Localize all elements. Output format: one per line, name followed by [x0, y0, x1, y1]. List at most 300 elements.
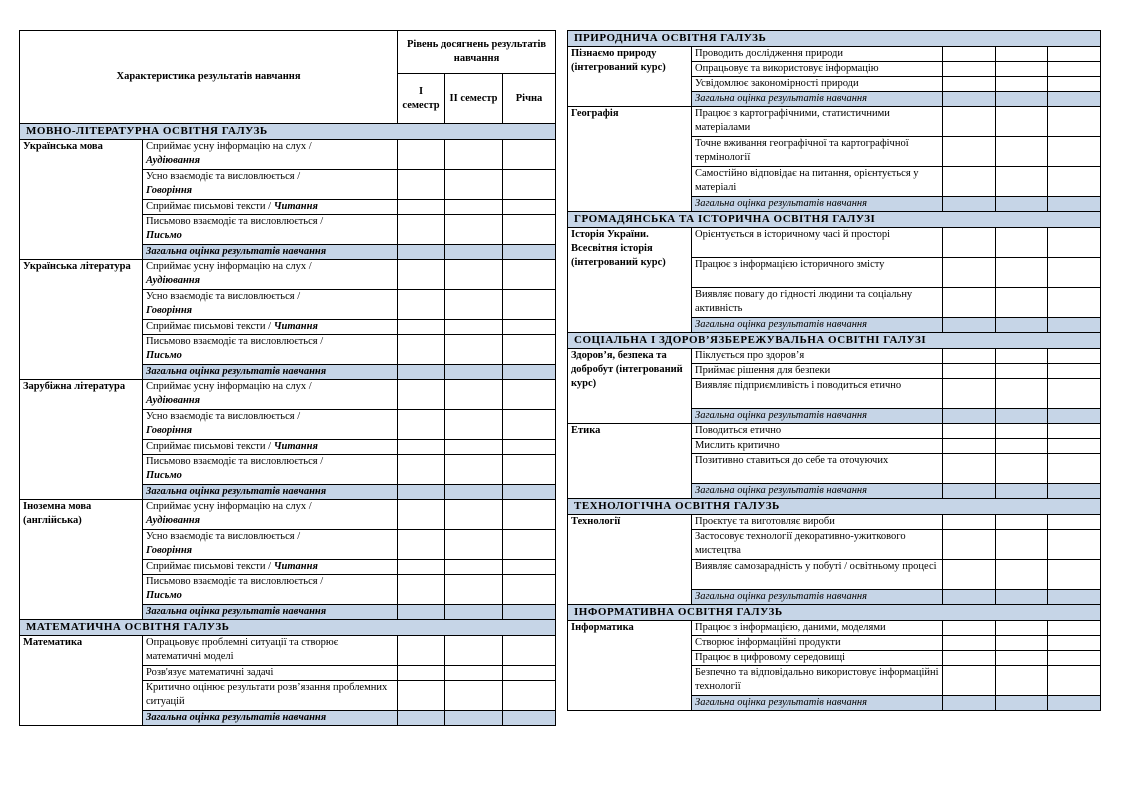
criterion-text [143, 681, 398, 711]
criterion-label: Усно взаємодіє та висловлюється / [146, 531, 301, 542]
semester-2-grade-cell[interactable] [445, 215, 503, 245]
semester-1-grade-cell[interactable] [943, 621, 996, 636]
subject-name: Технології [568, 515, 692, 605]
annual-grade-cell[interactable] [1048, 197, 1101, 212]
subject-name: Етика [568, 424, 692, 499]
criterion-text [143, 290, 398, 320]
annual-grade-cell[interactable] [1048, 590, 1101, 605]
skill-name: Письмо [146, 590, 182, 601]
annual-grade-cell[interactable] [1048, 696, 1101, 711]
skill-name: Читання [273, 441, 318, 452]
criterion-row [568, 621, 1101, 636]
annual-grade-cell[interactable] [1048, 364, 1101, 379]
annual-grade-cell[interactable] [1048, 288, 1101, 318]
criterion-label: Письмово взаємодіє та висловлюється / [146, 576, 324, 587]
annual-header: Річна [503, 74, 556, 124]
annual-grade-cell[interactable] [1048, 107, 1101, 137]
semester-2-grade-cell[interactable] [996, 409, 1048, 424]
semester-2-grade-cell[interactable] [996, 47, 1048, 62]
semester-1-grade-cell[interactable] [398, 711, 445, 726]
semester-2-grade-cell[interactable] [996, 137, 1048, 167]
semester-1-grade-cell[interactable] [943, 62, 996, 77]
section-heading: СОЦІАЛЬНА І ЗДОРОВ’ЯЗБЕРЕЖУВАЛЬНА ОСВІТНІ ГАЛУЗІ [568, 333, 1101, 349]
semester-2-grade-cell[interactable] [445, 560, 503, 575]
total-label: Загальна оцінка результатів навчання [692, 409, 943, 424]
annual-grade-cell[interactable] [1048, 167, 1101, 197]
criterion-text [143, 500, 398, 530]
annual-grade-cell[interactable] [1048, 258, 1101, 288]
annual-grade-cell[interactable] [503, 575, 556, 605]
criterion-text [692, 651, 943, 666]
criterion-text [143, 410, 398, 440]
semester-1-grade-cell[interactable] [943, 349, 996, 364]
criterion-label: Опрацьовує та використовує інформацію [695, 63, 879, 74]
semester-2-grade-cell[interactable] [445, 410, 503, 440]
total-label: Загальна оцінка результатів навчання [143, 605, 398, 620]
skill-name: Говоріння [146, 185, 193, 196]
semester-2-grade-cell[interactable] [996, 107, 1048, 137]
criterion-label: Опрацьовує проблемні ситуації та створює математичні моделі [146, 637, 339, 662]
semester-1-grade-cell[interactable] [398, 666, 445, 681]
annual-grade-cell[interactable] [1048, 666, 1101, 696]
annual-grade-cell[interactable] [503, 170, 556, 200]
criterion-text [143, 380, 398, 410]
criterion-row [20, 140, 556, 170]
semester-1-grade-cell[interactable] [398, 530, 445, 560]
criterion-label: Письмово взаємодіє та висловлюється / [146, 216, 324, 227]
semester-2-header: II семестр [445, 74, 503, 124]
semester-1-grade-cell[interactable] [398, 260, 445, 290]
semester-1-grade-cell[interactable] [398, 636, 445, 666]
semester-1-grade-cell[interactable] [943, 47, 996, 62]
annual-grade-cell[interactable] [1048, 349, 1101, 364]
semester-2-grade-cell[interactable] [996, 77, 1048, 92]
semester-2-grade-cell[interactable] [445, 681, 503, 711]
annual-grade-cell[interactable] [503, 245, 556, 260]
semester-1-grade-cell[interactable] [943, 454, 996, 484]
semester-2-grade-cell[interactable] [996, 349, 1048, 364]
semester-1-grade-cell[interactable] [398, 170, 445, 200]
annual-grade-cell[interactable] [1048, 636, 1101, 651]
annual-grade-cell[interactable] [1048, 62, 1101, 77]
criterion-text [143, 530, 398, 560]
annual-grade-cell[interactable] [503, 711, 556, 726]
semester-1-grade-cell[interactable] [943, 197, 996, 212]
annual-grade-cell[interactable] [503, 380, 556, 410]
criterion-label: Виявляє повагу до гідності людини та соціальну активність [695, 289, 913, 314]
semester-2-grade-cell[interactable] [445, 170, 503, 200]
criterion-text [143, 260, 398, 290]
semester-1-grade-cell[interactable] [943, 590, 996, 605]
semester-2-grade-cell[interactable] [445, 200, 503, 215]
total-label: Загальна оцінка результатів навчання [143, 365, 398, 380]
semester-2-grade-cell[interactable] [996, 92, 1048, 107]
criterion-text [692, 167, 943, 197]
semester-2-grade-cell[interactable] [996, 696, 1048, 711]
skill-name: Говоріння [146, 305, 193, 316]
semester-1-grade-cell[interactable] [943, 560, 996, 590]
annual-grade-cell[interactable] [503, 320, 556, 335]
criterion-text [143, 636, 398, 666]
criterion-text [692, 107, 943, 137]
total-label: Загальна оцінка результатів навчання [143, 711, 398, 726]
semester-2-grade-cell[interactable] [996, 318, 1048, 333]
semester-1-grade-cell[interactable] [943, 409, 996, 424]
criterion-row [568, 228, 1101, 258]
semester-1-grade-cell[interactable] [943, 484, 996, 499]
criterion-text [692, 621, 943, 636]
annual-grade-cell[interactable] [503, 636, 556, 666]
semester-2-grade-cell[interactable] [996, 590, 1048, 605]
semester-1-grade-cell[interactable] [943, 167, 996, 197]
criterion-text [692, 288, 943, 318]
criterion-row [20, 636, 556, 666]
subject-name: Здоров’я, безпека та добробут (інтегрований курс) [568, 349, 692, 424]
semester-2-grade-cell[interactable] [996, 288, 1048, 318]
semester-1-grade-cell[interactable] [943, 424, 996, 439]
criterion-text [692, 258, 943, 288]
criterion-label: Створює інформаційні продукти [695, 637, 841, 648]
annual-grade-cell[interactable] [1048, 137, 1101, 167]
annual-grade-cell[interactable] [1048, 515, 1101, 530]
skill-name: Говоріння [146, 545, 193, 556]
section-heading: ПРИРОДНИЧА ОСВІТНЯ ГАЛУЗЬ [568, 31, 1101, 47]
semester-1-grade-cell[interactable] [398, 365, 445, 380]
criterion-label: Виявляє підприємливість і поводиться етично [695, 380, 902, 391]
semester-2-grade-cell[interactable] [445, 575, 503, 605]
annual-grade-cell[interactable] [1048, 454, 1101, 484]
semester-2-grade-cell[interactable] [996, 197, 1048, 212]
semester-1-grade-cell[interactable] [943, 379, 996, 409]
level-header: Рівень досягнень результатів навчання [398, 31, 556, 74]
annual-grade-cell[interactable] [503, 500, 556, 530]
criterion-row [568, 349, 1101, 364]
criterion-text [143, 560, 398, 575]
semester-1-grade-cell[interactable] [943, 77, 996, 92]
annual-grade-cell[interactable] [1048, 47, 1101, 62]
semester-2-grade-cell[interactable] [996, 379, 1048, 409]
annual-grade-cell[interactable] [503, 440, 556, 455]
semester-1-grade-cell[interactable] [398, 455, 445, 485]
criterion-text [692, 454, 943, 484]
semester-1-grade-cell[interactable] [398, 575, 445, 605]
criterion-row [568, 47, 1101, 62]
semester-1-grade-cell[interactable] [943, 666, 996, 696]
criterion-label: Працює в цифровому середовищі [695, 652, 846, 663]
semester-2-grade-cell[interactable] [445, 335, 503, 365]
annual-grade-cell[interactable] [503, 455, 556, 485]
section-row [568, 333, 1101, 349]
semester-2-grade-cell[interactable] [996, 228, 1048, 258]
criterion-text [143, 200, 398, 215]
semester-2-grade-cell[interactable] [445, 530, 503, 560]
semester-1-grade-cell[interactable] [943, 258, 996, 288]
criterion-label: Самостійно відповідає на питання, орієнтується у матеріалі [695, 168, 919, 193]
criterion-text [143, 666, 398, 681]
annual-grade-cell[interactable] [1048, 621, 1101, 636]
criterion-label: Працює з картографічними, статистичними матеріалами [695, 108, 890, 133]
semester-2-grade-cell[interactable] [445, 500, 503, 530]
section-heading: ТЕХНОЛОГІЧНА ОСВІТНЯ ГАЛУЗЬ [568, 499, 1101, 515]
semester-2-grade-cell[interactable] [445, 711, 503, 726]
subject-name: Пізнаємо природу (інтегрований курс) [568, 47, 692, 107]
criterion-text [692, 228, 943, 258]
annual-grade-cell[interactable] [1048, 318, 1101, 333]
skill-name: Письмо [146, 230, 182, 241]
subject-name: Українська мова [20, 140, 143, 260]
criterion-text [692, 137, 943, 167]
annual-grade-cell[interactable] [1048, 379, 1101, 409]
criterion-label: Сприймає письмові тексти / [146, 321, 272, 332]
criterion-label: Письмово взаємодіє та висловлюється / [146, 456, 324, 467]
semester-2-grade-cell[interactable] [996, 484, 1048, 499]
criterion-text [692, 349, 943, 364]
annual-grade-cell[interactable] [1048, 484, 1101, 499]
semester-2-grade-cell[interactable] [445, 455, 503, 485]
semester-2-grade-cell[interactable] [445, 636, 503, 666]
annual-grade-cell[interactable] [1048, 560, 1101, 590]
semester-2-grade-cell[interactable] [996, 651, 1048, 666]
semester-1-grade-cell[interactable] [398, 485, 445, 500]
criterion-text [692, 439, 943, 454]
criterion-text [143, 170, 398, 200]
criterion-text [143, 140, 398, 170]
criterion-label: Поводиться етично [695, 425, 782, 436]
skill-name: Читання [273, 201, 318, 212]
semester-2-grade-cell[interactable] [445, 260, 503, 290]
annual-grade-cell[interactable] [503, 215, 556, 245]
criterion-label: Письмово взаємодіє та висловлюється / [146, 336, 324, 347]
annual-grade-cell[interactable] [1048, 651, 1101, 666]
semester-2-grade-cell[interactable] [445, 485, 503, 500]
semester-2-grade-cell[interactable] [445, 245, 503, 260]
annual-grade-cell[interactable] [1048, 439, 1101, 454]
skill-name: Аудіювання [146, 155, 201, 166]
characteristic-header: Характеристика результатів навчання [20, 31, 398, 124]
section-row [568, 499, 1101, 515]
semester-1-grade-cell[interactable] [943, 318, 996, 333]
semester-2-grade-cell[interactable] [445, 605, 503, 620]
semester-2-grade-cell[interactable] [996, 167, 1048, 197]
skill-name: Письмо [146, 350, 182, 361]
semester-2-grade-cell[interactable] [996, 258, 1048, 288]
criterion-text [692, 364, 943, 379]
semester-2-grade-cell[interactable] [996, 515, 1048, 530]
semester-2-grade-cell[interactable] [996, 636, 1048, 651]
semester-2-grade-cell[interactable] [445, 320, 503, 335]
subject-name: Математика [20, 636, 143, 726]
criterion-label: Усно взаємодіє та висловлюється / [146, 411, 301, 422]
skill-name: Говоріння [146, 425, 193, 436]
annual-grade-cell[interactable] [503, 140, 556, 170]
semester-1-grade-cell[interactable] [943, 651, 996, 666]
right-grade-table [567, 30, 1101, 711]
annual-grade-cell[interactable] [503, 290, 556, 320]
section-row [568, 31, 1101, 47]
total-label: Загальна оцінка результатів навчання [692, 197, 943, 212]
criterion-label: Усвідомлює закономірності природи [695, 78, 859, 89]
criterion-text [143, 215, 398, 245]
criterion-row [568, 107, 1101, 137]
annual-grade-cell[interactable] [1048, 424, 1101, 439]
subject-name: Географія [568, 107, 692, 212]
criterion-text [143, 455, 398, 485]
semester-1-grade-cell[interactable] [398, 215, 445, 245]
semester-1-grade-cell[interactable] [398, 245, 445, 260]
annual-grade-cell[interactable] [1048, 77, 1101, 92]
criterion-row [568, 515, 1101, 530]
semester-2-grade-cell[interactable] [996, 454, 1048, 484]
annual-grade-cell[interactable] [503, 560, 556, 575]
semester-1-grade-cell[interactable] [943, 288, 996, 318]
criterion-label: Безпечно та відповідально використовує інформаційні технології [695, 667, 939, 692]
criterion-row [20, 260, 556, 290]
criterion-text [692, 515, 943, 530]
header-row-top [20, 31, 556, 74]
criterion-label: Піклується про здоров’я [695, 350, 805, 361]
semester-2-grade-cell[interactable] [996, 621, 1048, 636]
total-label: Загальна оцінка результатів навчання [143, 245, 398, 260]
criterion-label: Приймає рішення для безпеки [695, 365, 831, 376]
criterion-label: Розв'язує математичні задачі [146, 667, 274, 678]
semester-2-grade-cell[interactable] [445, 365, 503, 380]
semester-2-grade-cell[interactable] [996, 560, 1048, 590]
section-row [20, 124, 556, 140]
semester-1-grade-cell[interactable] [398, 200, 445, 215]
criterion-label: Сприймає письмові тексти / [146, 441, 272, 452]
criterion-row [568, 424, 1101, 439]
semester-1-grade-cell[interactable] [943, 696, 996, 711]
section-row [20, 620, 556, 636]
section-heading: ІНФОРМАТИВНА ОСВІТНЯ ГАЛУЗЬ [568, 605, 1101, 621]
criterion-text [692, 560, 943, 590]
criterion-label: Проєктує та виготовляє вироби [695, 516, 835, 527]
annual-grade-cell[interactable] [503, 335, 556, 365]
section-heading: МОВНО-ЛІТЕРАТУРНА ОСВІТНЯ ГАЛУЗЬ [20, 124, 556, 140]
semester-2-grade-cell[interactable] [445, 380, 503, 410]
semester-2-grade-cell[interactable] [996, 439, 1048, 454]
semester-1-grade-cell[interactable] [398, 500, 445, 530]
criterion-label: Усно взаємодіє та висловлюється / [146, 291, 301, 302]
criterion-text [692, 666, 943, 696]
semester-1-grade-cell[interactable] [398, 380, 445, 410]
skill-name: Читання [273, 561, 318, 572]
semester-1-grade-cell[interactable] [943, 137, 996, 167]
annual-grade-cell[interactable] [1048, 92, 1101, 107]
annual-grade-cell[interactable] [1048, 409, 1101, 424]
semester-1-grade-cell[interactable] [943, 92, 996, 107]
criterion-text [692, 424, 943, 439]
criterion-label: Працює з інформацією, даними, моделями [695, 622, 886, 633]
semester-2-grade-cell[interactable] [445, 140, 503, 170]
semester-1-grade-cell[interactable] [398, 605, 445, 620]
semester-1-grade-cell[interactable] [943, 364, 996, 379]
criterion-text [692, 77, 943, 92]
section-heading: ГРОМАДЯНСЬКА ТА ІСТОРИЧНА ОСВІТНЯ ГАЛУЗІ [568, 212, 1101, 228]
skill-name: Аудіювання [146, 275, 201, 286]
subject-name: Історія України. Всесвітня історія (інтегрований курс) [568, 228, 692, 333]
total-label: Загальна оцінка результатів навчання [692, 696, 943, 711]
semester-1-grade-cell[interactable] [943, 515, 996, 530]
semester-1-grade-cell[interactable] [943, 530, 996, 560]
criterion-label: Сприймає усну інформацію на слух / [146, 501, 312, 512]
annual-grade-cell[interactable] [503, 681, 556, 711]
annual-grade-cell[interactable] [503, 485, 556, 500]
criterion-label: Застосовує технології декоративно-ужиткового мистецтва [695, 531, 906, 556]
semester-1-grade-cell[interactable] [943, 636, 996, 651]
criterion-label: Сприймає письмові тексти / [146, 201, 272, 212]
semester-2-grade-cell[interactable] [996, 364, 1048, 379]
criterion-row [20, 380, 556, 410]
semester-1-header: I семестр [398, 74, 445, 124]
semester-1-grade-cell[interactable] [943, 107, 996, 137]
semester-2-grade-cell[interactable] [996, 62, 1048, 77]
semester-2-grade-cell[interactable] [445, 290, 503, 320]
total-label: Загальна оцінка результатів навчання [692, 484, 943, 499]
skill-name: Аудіювання [146, 515, 201, 526]
annual-grade-cell[interactable] [1048, 228, 1101, 258]
semester-1-grade-cell[interactable] [398, 320, 445, 335]
left-grade-table [19, 30, 556, 726]
annual-grade-cell[interactable] [503, 200, 556, 215]
annual-grade-cell[interactable] [503, 530, 556, 560]
semester-1-grade-cell[interactable] [398, 410, 445, 440]
annual-grade-cell[interactable] [503, 410, 556, 440]
annual-grade-cell[interactable] [503, 605, 556, 620]
semester-2-grade-cell[interactable] [445, 666, 503, 681]
semester-1-grade-cell[interactable] [398, 290, 445, 320]
semester-2-grade-cell[interactable] [445, 440, 503, 455]
annual-grade-cell[interactable] [1048, 530, 1101, 560]
criterion-label: Проводить дослідження природи [695, 48, 844, 59]
criterion-label: Позитивно ставиться до себе та оточуючих [695, 455, 889, 466]
skill-name: Письмо [146, 470, 182, 481]
criterion-text [143, 335, 398, 365]
total-label: Загальна оцінка результатів навчання [692, 92, 943, 107]
annual-grade-cell[interactable] [503, 365, 556, 380]
subject-name: Українська література [20, 260, 143, 380]
criterion-label: Орієнтується в історичному часі й просторі [695, 229, 891, 240]
criterion-text [692, 62, 943, 77]
section-row [568, 212, 1101, 228]
semester-1-grade-cell[interactable] [398, 681, 445, 711]
criterion-text [692, 636, 943, 651]
criterion-text [692, 47, 943, 62]
semester-1-grade-cell[interactable] [398, 140, 445, 170]
criterion-row [20, 500, 556, 530]
criterion-text [692, 530, 943, 560]
criterion-text [143, 575, 398, 605]
criterion-label: Сприймає усну інформацію на слух / [146, 261, 312, 272]
criterion-label: Працює з інформацією історичного змісту [695, 259, 885, 270]
criterion-label: Сприймає письмові тексти / [146, 561, 272, 572]
total-label: Загальна оцінка результатів навчання [143, 485, 398, 500]
semester-1-grade-cell[interactable] [398, 335, 445, 365]
semester-2-grade-cell[interactable] [996, 530, 1048, 560]
semester-1-grade-cell[interactable] [943, 439, 996, 454]
annual-grade-cell[interactable] [503, 666, 556, 681]
total-label: Загальна оцінка результатів навчання [692, 590, 943, 605]
criterion-label: Виявляє самозарадність у побуті / освітньому процесі [695, 561, 937, 572]
semester-2-grade-cell[interactable] [996, 424, 1048, 439]
semester-1-grade-cell[interactable] [398, 440, 445, 455]
semester-2-grade-cell[interactable] [996, 666, 1048, 696]
semester-1-grade-cell[interactable] [398, 560, 445, 575]
criterion-label: Сприймає усну інформацію на слух / [146, 381, 312, 392]
criterion-text [143, 440, 398, 455]
semester-1-grade-cell[interactable] [943, 228, 996, 258]
annual-grade-cell[interactable] [503, 260, 556, 290]
